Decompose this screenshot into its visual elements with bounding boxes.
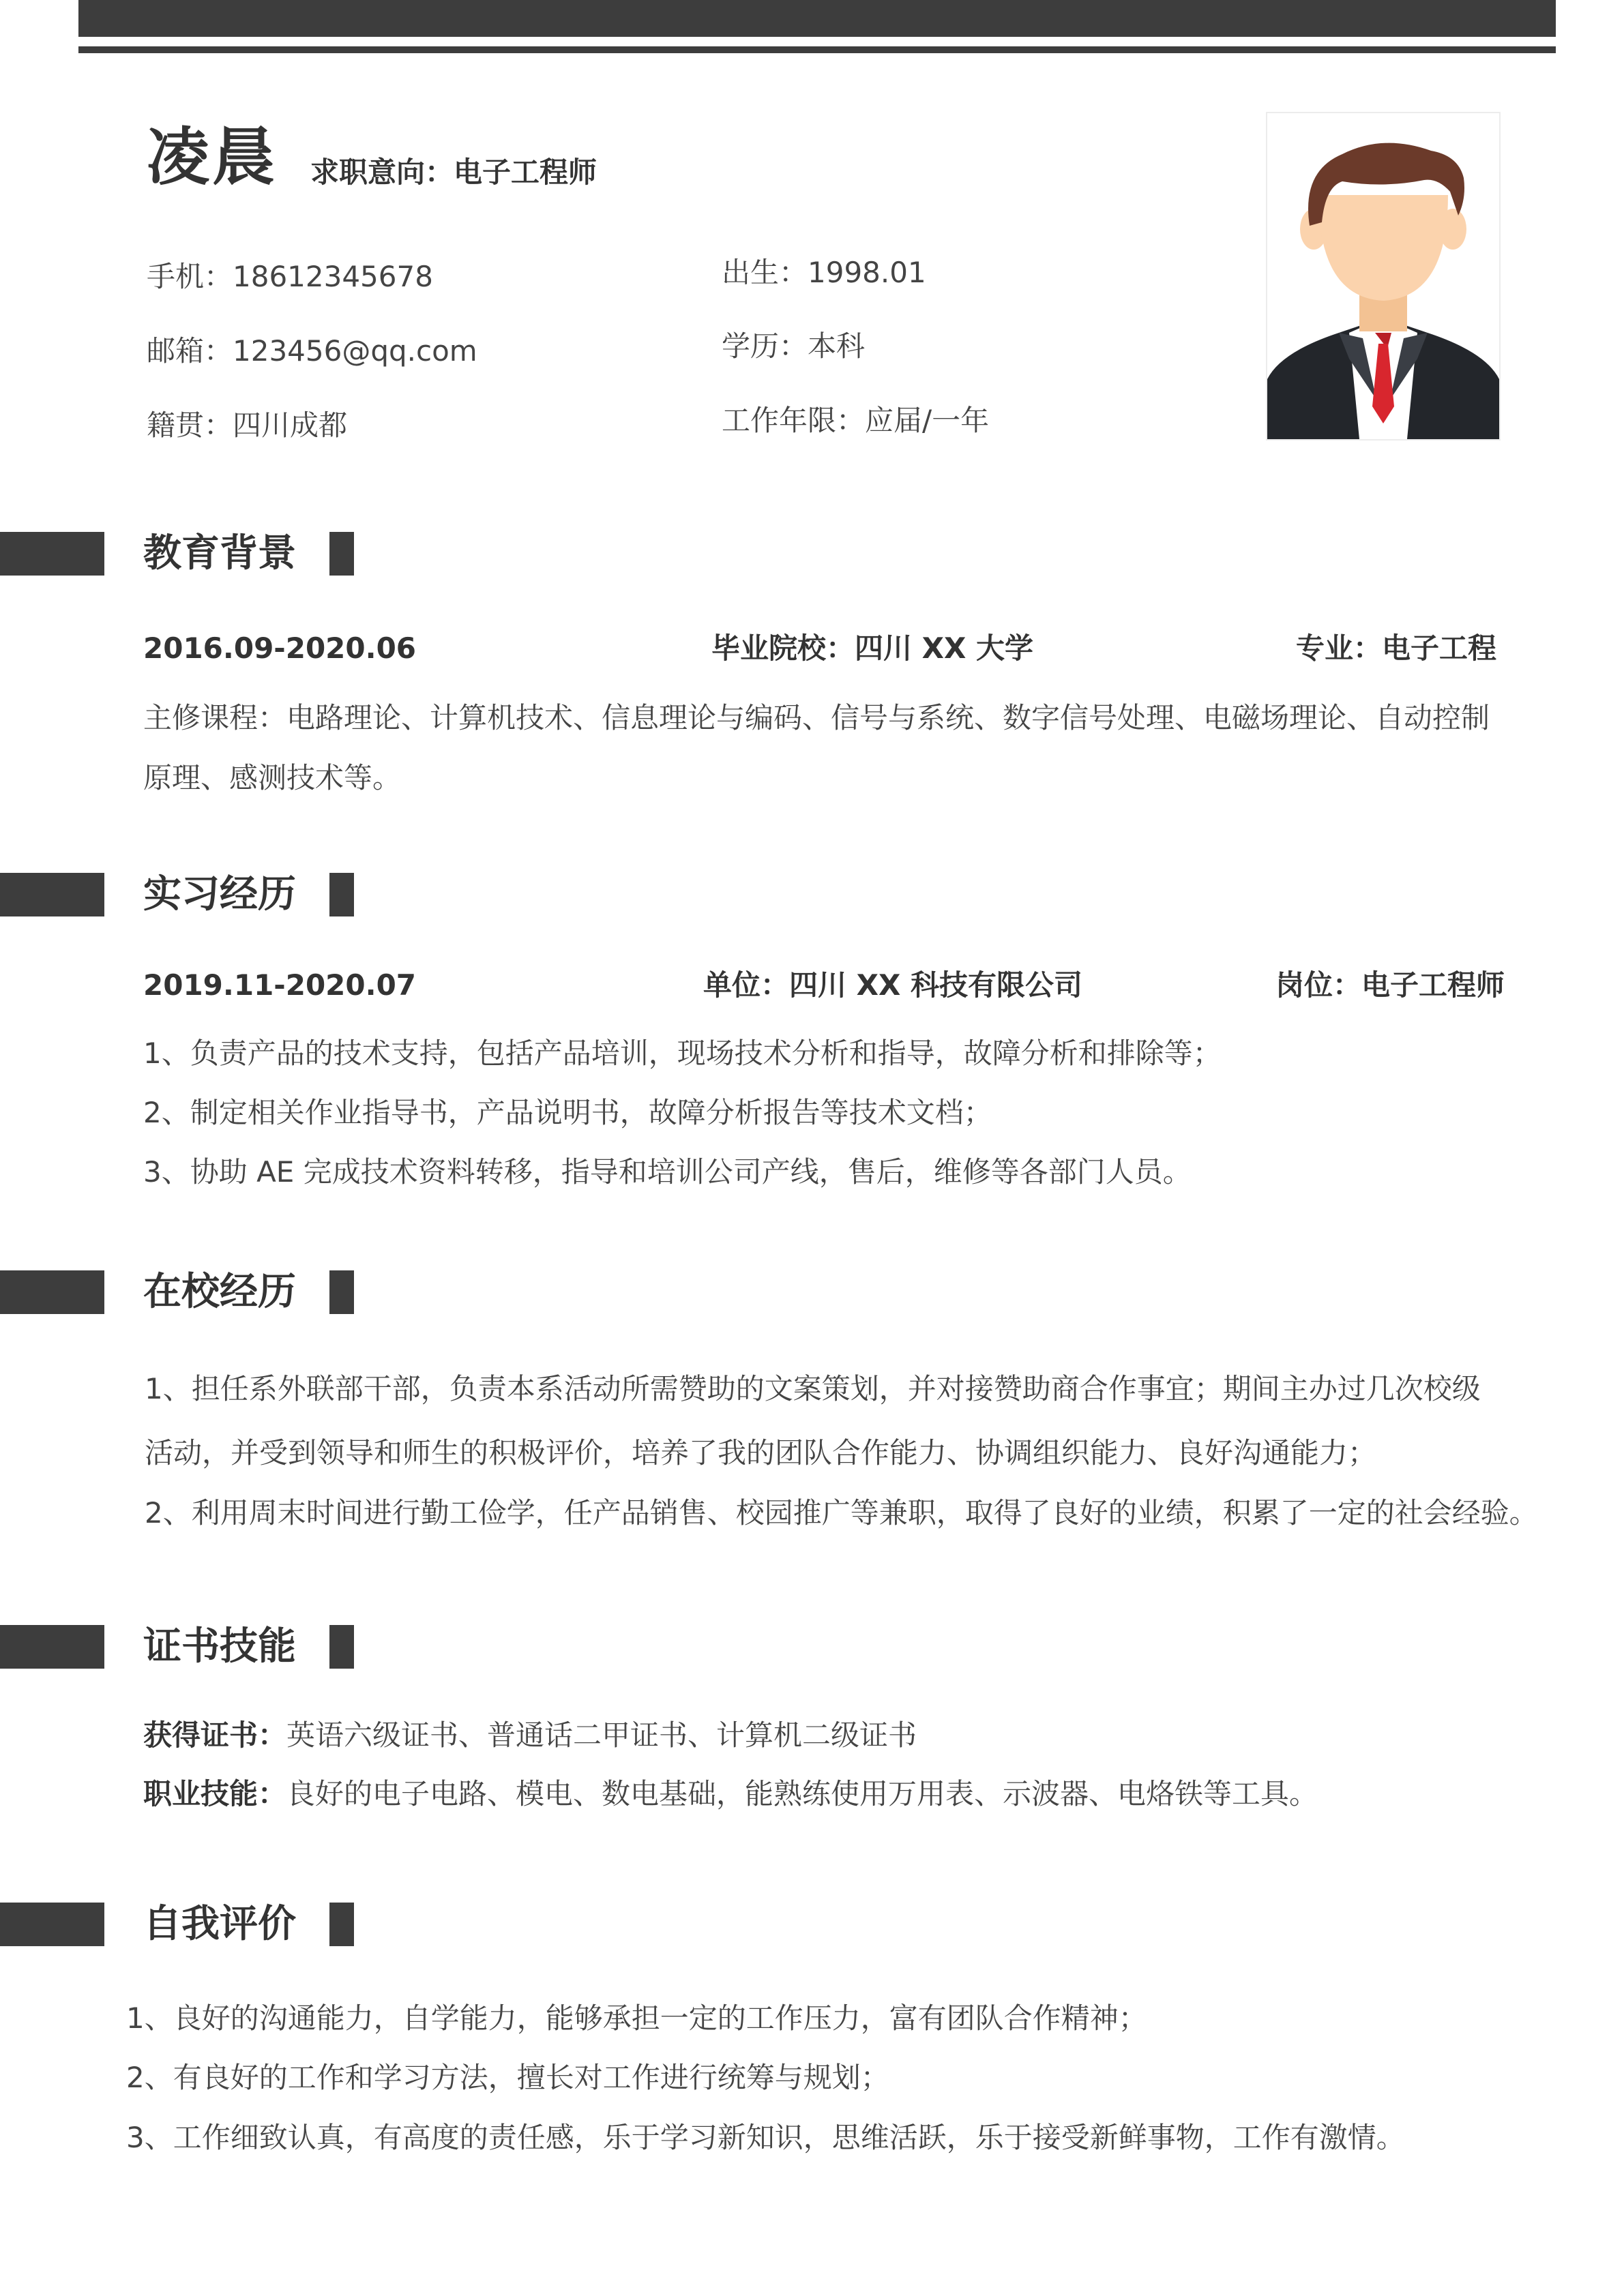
email-info: 邮箱：123456@qq.com — [147, 334, 477, 368]
self-eval-section-bar — [0, 1903, 104, 1946]
self-eval-item: 1、良好的沟通能力，自学能力，能够承担一定的工作压力，富有团队合作精神； — [126, 2001, 1147, 2035]
internship-item: 3、协助 AE 完成技术资料转移，指导和培训公司产线，售后，维修等各部门人员。 — [143, 1155, 1192, 1189]
campus-section-title: 在校经历 — [143, 1270, 296, 1314]
campus-item: 1、担任系外联部干部，负责本系活动所需赞助的文案策划，并对接赞助商合作事宜；期间主办过几次校级活动，并受到领导和师生的积极评价，培养了我的团队合作能力、协调组织能力、良好沟通能力； — [145, 1372, 1481, 1470]
job-intent: 求职意向：电子工程师 — [310, 155, 597, 189]
certificates-line — [143, 1718, 917, 1752]
skills-value: 良好的电子电路、模电、数电基础，能熟练使用万用表、示波器、电烙铁等工具。 — [286, 1777, 1318, 1810]
self-eval-section-marker — [329, 1903, 354, 1946]
internship-section-bar — [0, 873, 104, 916]
internship-section-title: 实习经历 — [143, 872, 296, 916]
avatar-person-icon — [1267, 113, 1499, 439]
education-major: 专业：电子工程 — [1296, 631, 1497, 665]
candidate-name: 凌晨 — [147, 121, 278, 194]
campus-section-bar — [0, 1270, 104, 1314]
skills-section-bar — [0, 1625, 104, 1669]
internship-item: 2、制定相关作业指导书，产品说明书，故障分析报告等技术文档； — [143, 1096, 992, 1129]
self-eval-item: 2、有良好的工作和学习方法，擅长对工作进行统筹与规划； — [126, 2061, 889, 2094]
experience-years-info: 工作年限：应届/一年 — [722, 404, 990, 437]
campus-item: 2、利用周末时间进行勤工俭学，任产品销售、校园推广等兼职，取得了良好的业绩，积累了一定的社会经验。 — [145, 1496, 1538, 1530]
certificates-value: 英语六级证书、普通话二甲证书、计算机二级证书 — [286, 1718, 917, 1752]
self-eval-section-title: 自我评价 — [143, 1902, 296, 1946]
campus-section-marker — [329, 1270, 354, 1314]
internship-item: 1、负责产品的技术支持，包括产品培训，现场技术分析和指导，故障分析和排除等； — [143, 1037, 1222, 1070]
education-section-marker — [329, 532, 354, 576]
skills-line — [143, 1777, 1318, 1810]
avatar — [1266, 112, 1501, 441]
skills-label: 职业技能： — [143, 1777, 287, 1810]
internship-company: 单位：四川 XX 科技有限公司 — [703, 968, 1083, 1002]
hometown-info: 籍贯：四川成都 — [147, 408, 348, 442]
phone-info: 手机：18612345678 — [147, 260, 433, 293]
skills-section-marker — [329, 1625, 354, 1669]
top-bar — [78, 0, 1556, 37]
education-courses: 主修课程：电路理论、计算机技术、信息理论与编码、信号与系统、数字信号处理、电磁场理论、自动控制原理、感测技术等。 — [143, 701, 1490, 794]
education-school: 毕业院校：四川 XX 大学 — [711, 631, 1034, 665]
certificates-label: 获得证书： — [143, 1718, 287, 1752]
education-section-title: 教育背景 — [143, 531, 296, 576]
birth-info: 出生：1998.01 — [722, 256, 926, 289]
self-eval-item: 3、工作细致认真，有高度的责任感，乐于学习新知识，思维活跃，乐于接受新鲜事物，工作有激情。 — [126, 2121, 1405, 2154]
internship-period: 2019.11-2020.07 — [143, 968, 417, 1002]
internship-section-marker — [329, 873, 354, 916]
skills-section-title: 证书技能 — [143, 1624, 296, 1669]
education-info: 学历：本科 — [722, 329, 866, 363]
top-rule — [78, 46, 1556, 53]
education-section-bar — [0, 532, 104, 576]
education-period: 2016.09-2020.06 — [143, 631, 417, 665]
internship-position: 岗位：电子工程师 — [1275, 968, 1505, 1002]
